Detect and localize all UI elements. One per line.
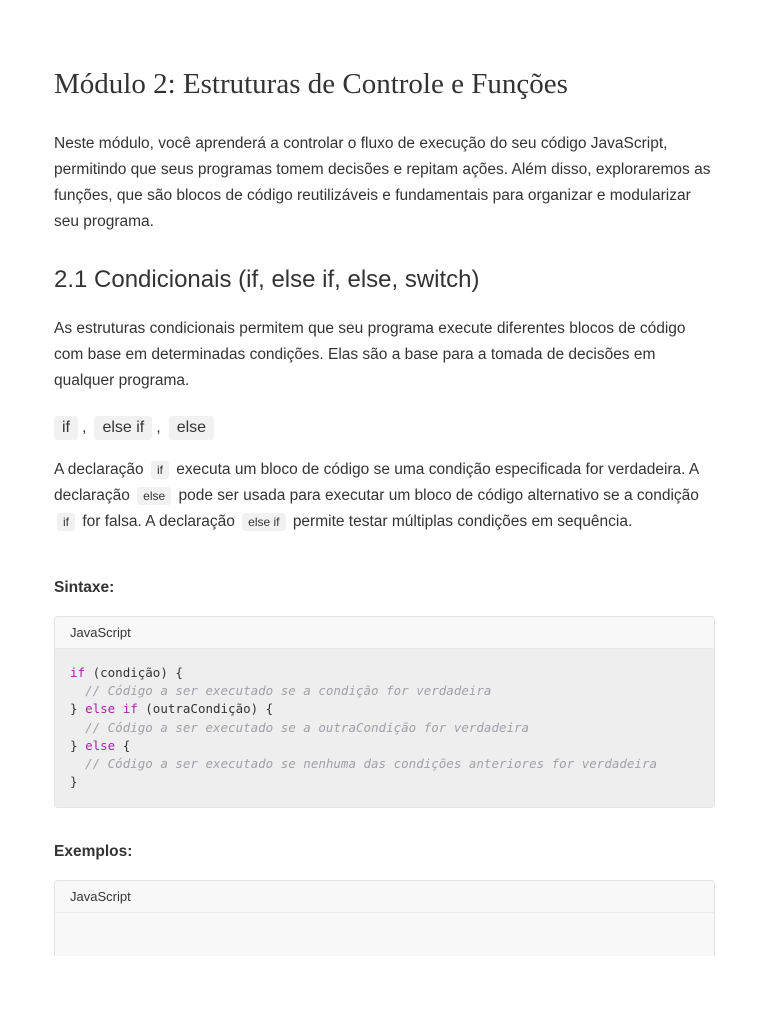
code-text: { bbox=[115, 737, 131, 753]
chip-else-if: else if bbox=[94, 416, 152, 440]
section-heading: 2.1 Condicionais (if, else if, else, switch) bbox=[54, 266, 480, 293]
page-title: Módulo 2: Estruturas de Controle e Funções bbox=[54, 68, 568, 100]
code-text: } bbox=[70, 737, 86, 753]
code-content[interactable] bbox=[55, 649, 714, 807]
code-comment: // Código a ser executado se nenhuma das condições anteriores for verdadeira bbox=[70, 756, 658, 772]
subsection-heading bbox=[54, 414, 214, 442]
inline-code-else: else bbox=[137, 487, 171, 505]
inline-code-else-if: else if bbox=[242, 513, 285, 531]
code-keyword: else bbox=[85, 737, 116, 753]
desc-text: executa um bloco de código se uma condição especificada for verdadeira. A declaração bbox=[54, 461, 699, 504]
code-text: (condição) { bbox=[85, 665, 183, 680]
section-paragraph: As estruturas condicionais permitem que seu programa execute diferentes blocos de código com base em determinadas condições. Elas são a base para a tomada de decisões em qualquer programa. bbox=[54, 320, 686, 389]
inline-code-if: if bbox=[57, 513, 75, 531]
chip-else: else bbox=[169, 416, 214, 440]
chip-if: if bbox=[54, 416, 78, 440]
code-language-label: JavaScript bbox=[55, 881, 714, 913]
inline-code-if: if bbox=[151, 461, 169, 479]
syntax-label: Sintaxe: bbox=[54, 579, 115, 596]
desc-text: for falsa. A declaração bbox=[82, 513, 235, 530]
chip-separator: , bbox=[156, 419, 161, 436]
desc-text: pode ser usada para executar um bloco de código alternativo se a condição bbox=[178, 487, 699, 504]
code-text: } bbox=[70, 701, 86, 717]
chip-separator: , bbox=[82, 419, 87, 436]
code-text: (outraCondição) { bbox=[137, 701, 274, 717]
code-keyword: else if bbox=[85, 701, 138, 717]
subsection-paragraph bbox=[54, 457, 715, 535]
code-comment: // Código a ser executado se a condição for verdadeira bbox=[70, 683, 492, 699]
page-bottom-margin bbox=[0, 956, 768, 1024]
desc-text: A declaração bbox=[54, 461, 144, 478]
intro-paragraph: Neste módulo, você aprenderá a controlar o fluxo de execução do seu código JavaScript, permitindo que seus programas tomem decisões e repitam ações. Além disso, exploraremos as funções, que são blocos de código reutilizáveis e fundamentais para organizar e modularizar seu programa. bbox=[54, 135, 711, 230]
code-language-label: JavaScript bbox=[55, 617, 714, 649]
code-comment: // Código a ser executado se a outraCondição for verdadeira bbox=[70, 719, 530, 735]
desc-text: permite testar múltiplas condições em sequência. bbox=[292, 513, 633, 530]
examples-label: Exemplos: bbox=[54, 843, 133, 860]
code-keyword: if bbox=[70, 665, 86, 680]
syntax-code-block[interactable] bbox=[54, 616, 715, 808]
code-text: } bbox=[70, 774, 78, 790]
